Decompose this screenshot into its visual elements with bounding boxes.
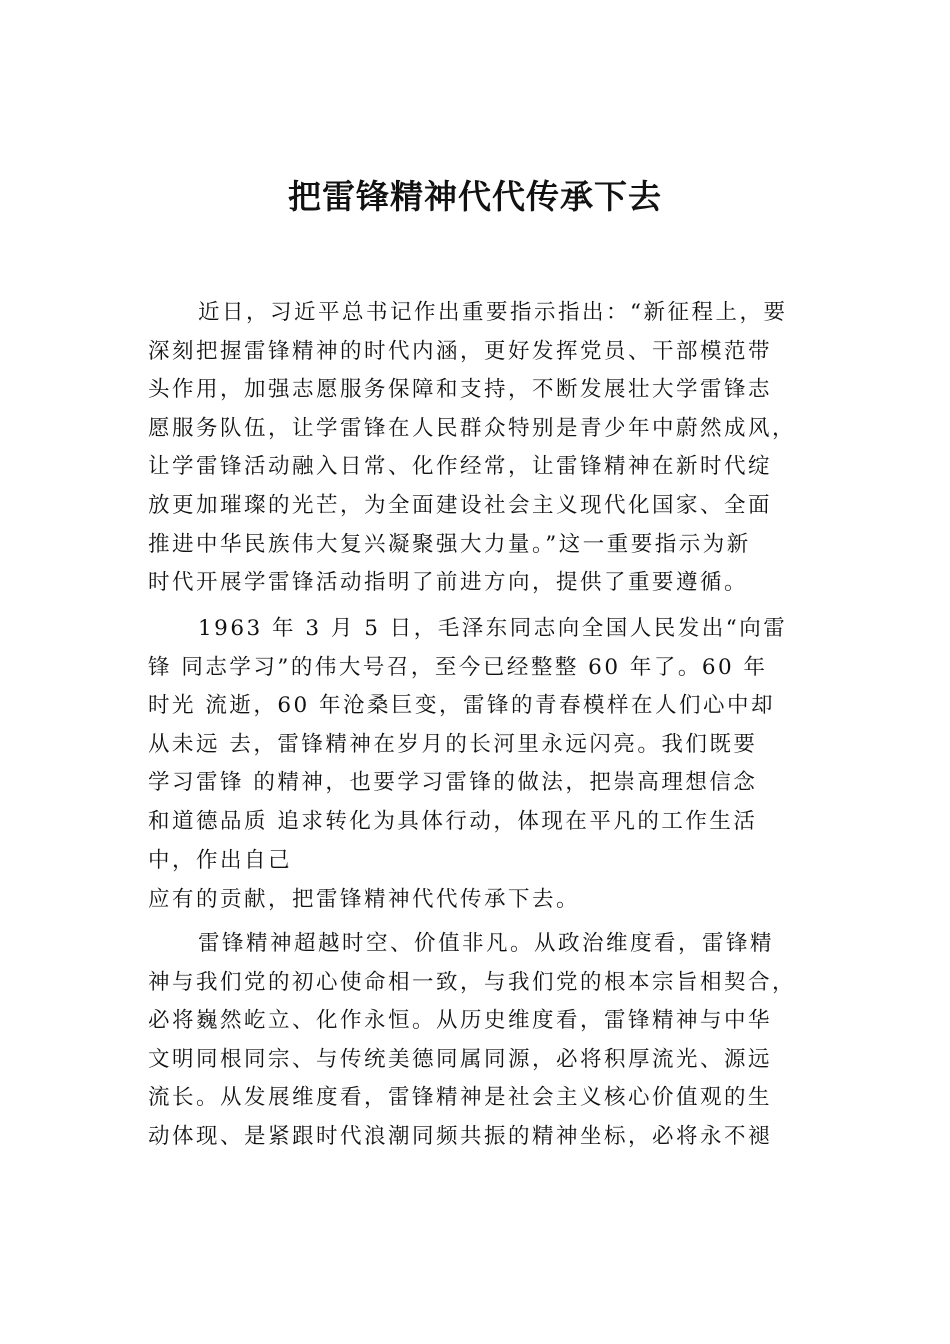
document-title: 把雷锋精神代代传承下去: [288, 177, 662, 216]
text-line: 让学雷锋活动融入日常、化作经常，让雷锋精神在新时代绽: [148, 454, 773, 480]
text-line: 从未远 去，雷锋精神在岁月的长河里永远闪亮。我们既要: [148, 731, 758, 757]
text-line: 应有的贡献，把雷锋精神代代传承下去。: [148, 887, 581, 913]
text-line: 推进中华民族伟大复兴凝聚强大力量。”这一重要指示为新: [148, 531, 751, 557]
text-line: 流长。从发展维度看，雷锋精神是社会主义核心价值观的生: [148, 1085, 773, 1111]
text-line: 动体现、是紧跟时代浪潮同频共振的精神坐标，必将永不褪: [148, 1123, 773, 1149]
text-line: 近日，习近平总书记作出重要指示指出：“新征程上，要: [198, 300, 788, 325]
text-line: 放更加璀璨的光芒，为全面建设社会主义现代化国家、全面: [148, 492, 773, 518]
text-line: 学习雷锋 的精神，也要学习雷锋的做法，把崇高理想信念: [148, 770, 758, 796]
text-line: 深刻把握雷锋精神的时代内涵，更好发挥党员、干部模范带: [148, 338, 773, 364]
text-line: 文明同根同宗、与传统美德同属同源，必将积厚流光、源远: [148, 1046, 773, 1072]
paragraph-1: [148, 294, 838, 603]
text-line: 1963 年 3 月 5 日，毛泽东同志向全国人民发出“向雷: [198, 616, 788, 641]
paragraph-2: [148, 610, 838, 920]
text-line: 愿服务队伍，让学雷锋在人民群众特别是青少年中蔚然成风，: [148, 415, 797, 441]
text-line: 神与我们党的初心使命相一致，与我们党的根本宗旨相契合，: [148, 969, 797, 995]
text-line: 时代开展学雷锋活动指明了前进方向，提供了重要遵循。: [148, 570, 749, 596]
text-line: 锋 同志学习”的伟大号召，至今已经整整 60 年了。60 年: [148, 654, 768, 680]
text-line: 中，作出自己: [148, 847, 293, 873]
paragraph-3: [148, 925, 838, 1157]
text-line: 必将巍然屹立、化作永恒。从历史维度看，雷锋精神与中华: [148, 1008, 773, 1034]
text-line: 和道德品质 追求转化为具体行动，体现在平凡的工作生活: [148, 808, 758, 834]
text-line: 时光 流逝，60 年沧桑巨变，雷锋的青春模样在人们心中却: [148, 693, 776, 719]
text-line: 雷锋精神超越时空、价值非凡。从政治维度看，雷锋精: [198, 931, 775, 956]
text-line: 头作用，加强志愿服务保障和支持，不断发展壮大学雷锋志: [148, 377, 773, 403]
